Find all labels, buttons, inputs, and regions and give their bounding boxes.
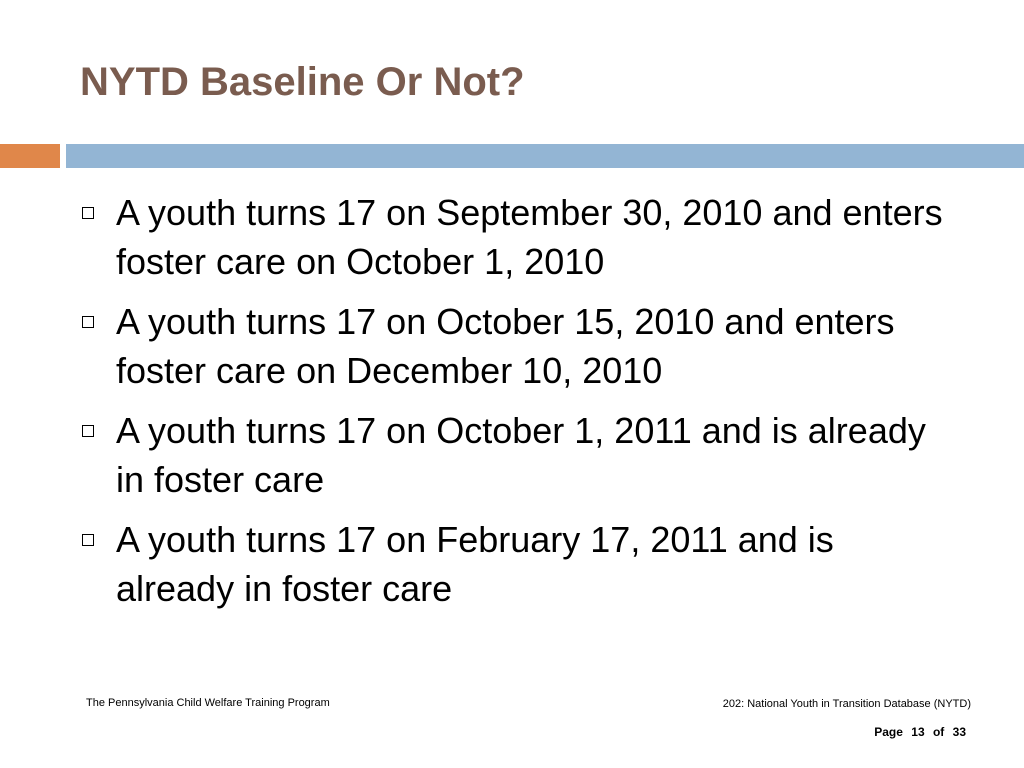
bullet-item xyxy=(80,188,960,286)
footer-organization: The Pennsylvania Child Welfare Training Program xyxy=(86,697,330,709)
bullet-text: A youth turns 17 on October 1, 2011 and is already in foster care xyxy=(116,410,926,500)
page-of-label: of xyxy=(932,725,945,739)
accent-bar-blue xyxy=(66,144,1024,168)
bullet-item xyxy=(80,515,960,613)
bullet-text: A youth turns 17 on October 15, 2010 and enters foster care on December 10, 2010 xyxy=(116,301,895,391)
bullet-item xyxy=(80,297,960,395)
bullet-text: A youth turns 17 on February 17, 2011 and is already in foster care xyxy=(116,519,834,609)
page-label: Page xyxy=(874,725,903,739)
bullet-text: A youth turns 17 on September 30, 2010 and enters foster care on October 1, 2010 xyxy=(116,192,943,282)
hollow-square-icon xyxy=(82,316,94,328)
page-number xyxy=(874,725,966,739)
bullet-list xyxy=(80,188,960,624)
hollow-square-icon xyxy=(82,534,94,546)
footer-course-title: 202: National Youth in Transition Database (NYTD) xyxy=(722,698,971,710)
slide-title: NYTD Baseline Or Not? xyxy=(80,60,525,104)
bullet-item xyxy=(80,406,960,504)
accent-bar-orange xyxy=(0,144,60,168)
hollow-square-icon xyxy=(82,207,94,219)
page-current: 13 xyxy=(911,725,925,739)
hollow-square-icon xyxy=(82,425,94,437)
page-total: 33 xyxy=(952,725,966,739)
